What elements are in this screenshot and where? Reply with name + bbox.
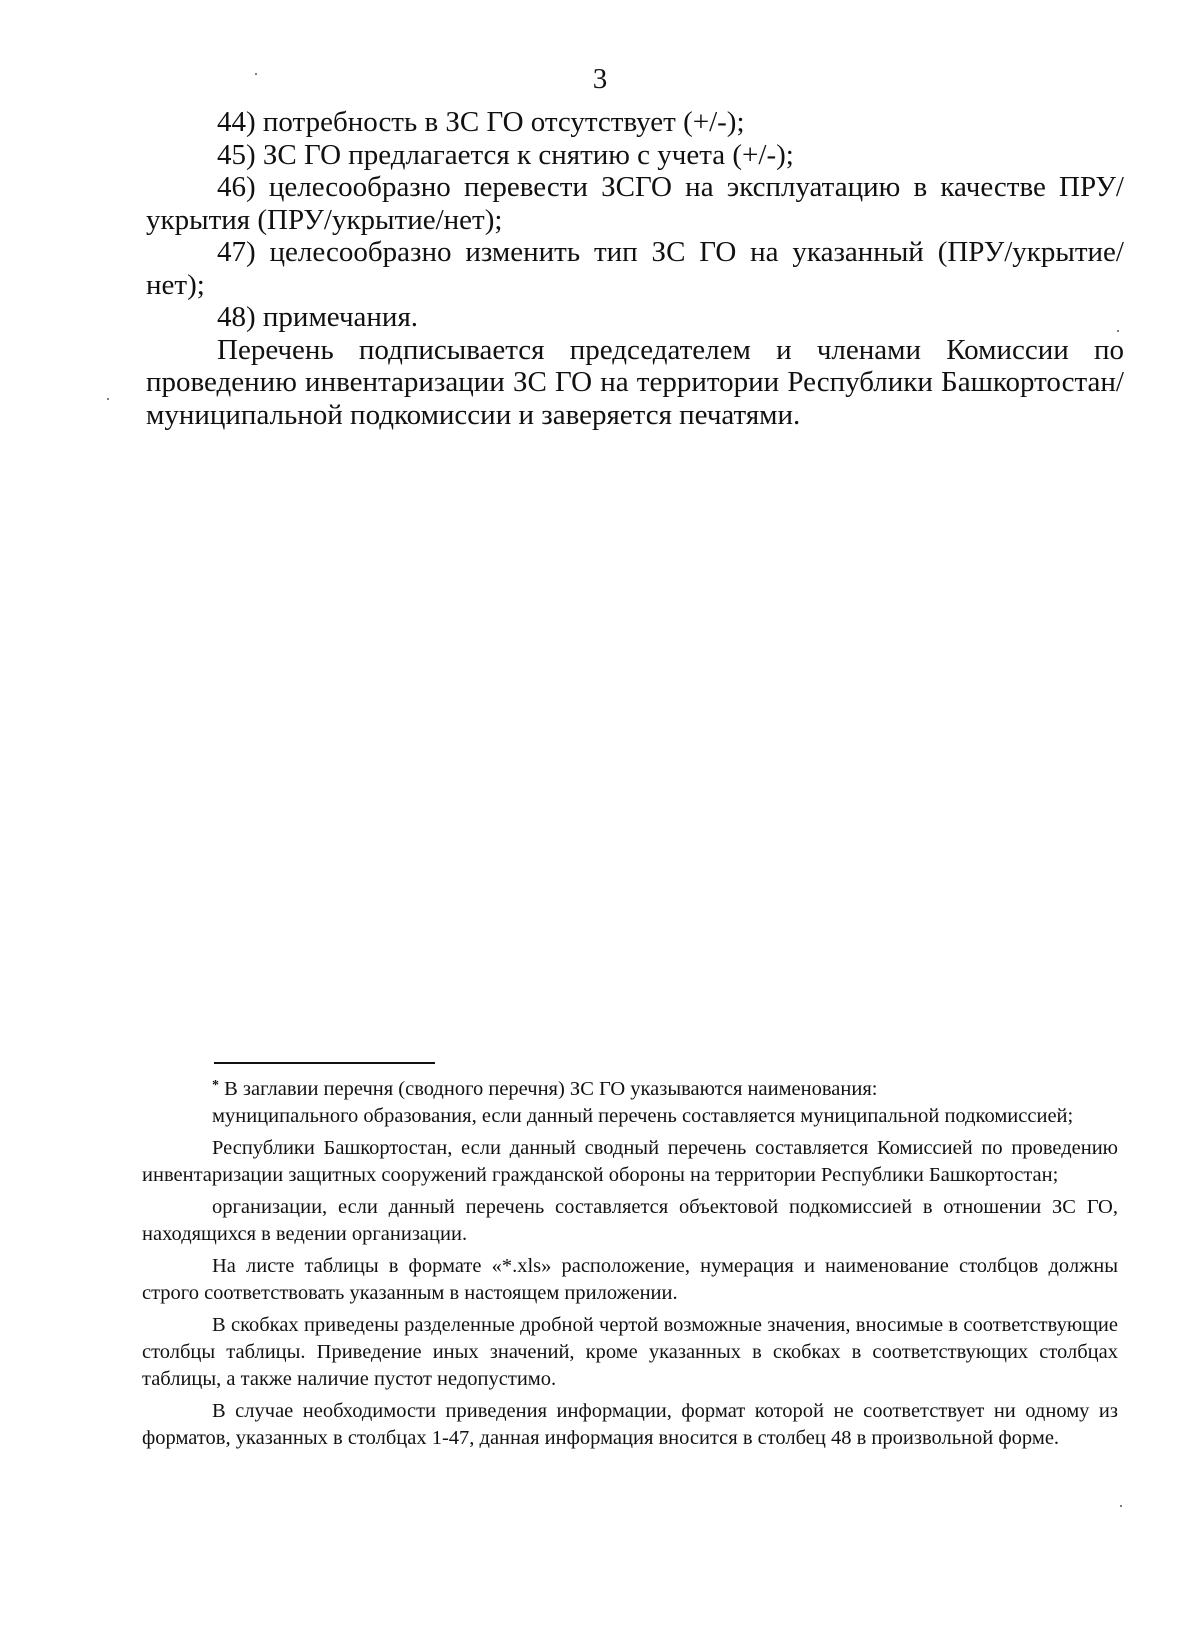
- list-item-48: 48) примечания.: [217, 301, 419, 333]
- page-number: 3: [592, 63, 608, 95]
- footnote-column-48: В случае необходимости приведения информации, формат которой не соответствует ни одному из форматов, указанных в столбцах 1-47, данная информация вносится в столбец 48 в произвольной форме.: [142, 1400, 1118, 1449]
- signature-paragraph: Перечень подписывается председателем и членами Комиссии по проведению инвентаризации ЗС ГО на территории Республики Башкортостан/муниципальной подкомиссии и заверяется печатями.: [146, 333, 1124, 431]
- scan-speck: [255, 73, 257, 75]
- scan-speck: [1117, 330, 1119, 332]
- list-item-45: 45) ЗС ГО предлагается к снятию с учета (+/-);: [217, 138, 794, 171]
- list-item-47: 47) целесообразно изменить тип ЗС ГО на указанный (ПРУ/укрытие/нет);: [146, 236, 1124, 301]
- footnote-organization: организации, если данный перечень составляется объектовой подкомиссией в отношении ЗС ГО, находящихся в ведении организации.: [142, 1196, 1118, 1245]
- footnote-separator: [214, 1062, 435, 1064]
- main-text: [146, 106, 1124, 431]
- list-item-46: 46) целесообразно перевести ЗСГО на эксплуатацию в качестве ПРУ/укрытия (ПРУ/укрытие/нет);: [146, 171, 1124, 236]
- footnote-marker: *: [212, 1078, 219, 1093]
- scan-speck: [107, 398, 109, 400]
- footnote-xls-format: На листе таблицы в формате «*.xls» расположение, нумерация и наименование столбцов должны строго соответствовать указанным в настоящем приложении.: [142, 1255, 1118, 1304]
- list-item-44: 44) потребность в ЗС ГО отсутствует (+/-);: [217, 106, 745, 138]
- footnote-intro: [142, 1072, 1118, 1103]
- scan-speck: [1120, 1505, 1122, 1507]
- footnote-republic: Республики Башкортостан, если данный сводный перечень составляется Комиссией по проведению инвентаризации защитных сооружений гражданской обороны на территории Республики Башкортостан;: [142, 1137, 1118, 1186]
- footnotes: [142, 1072, 1118, 1452]
- footnote-intro-text: В заглавии перечня (сводного перечня) ЗС ГО указываются наименования:: [224, 1078, 878, 1100]
- footnote-municipal: муниципального образования, если данный перечень составляется муниципальной подкомиссией;: [212, 1105, 1074, 1127]
- footnote-brackets: В скобках приведены разделенные дробной чертой возможные значения, вносимые в соответствующие столбцы таблицы. Приведение иных значений, кроме указанных в скобках в соответствующих столбцах таблицы, а также наличие пустот недопустимо.: [142, 1314, 1118, 1390]
